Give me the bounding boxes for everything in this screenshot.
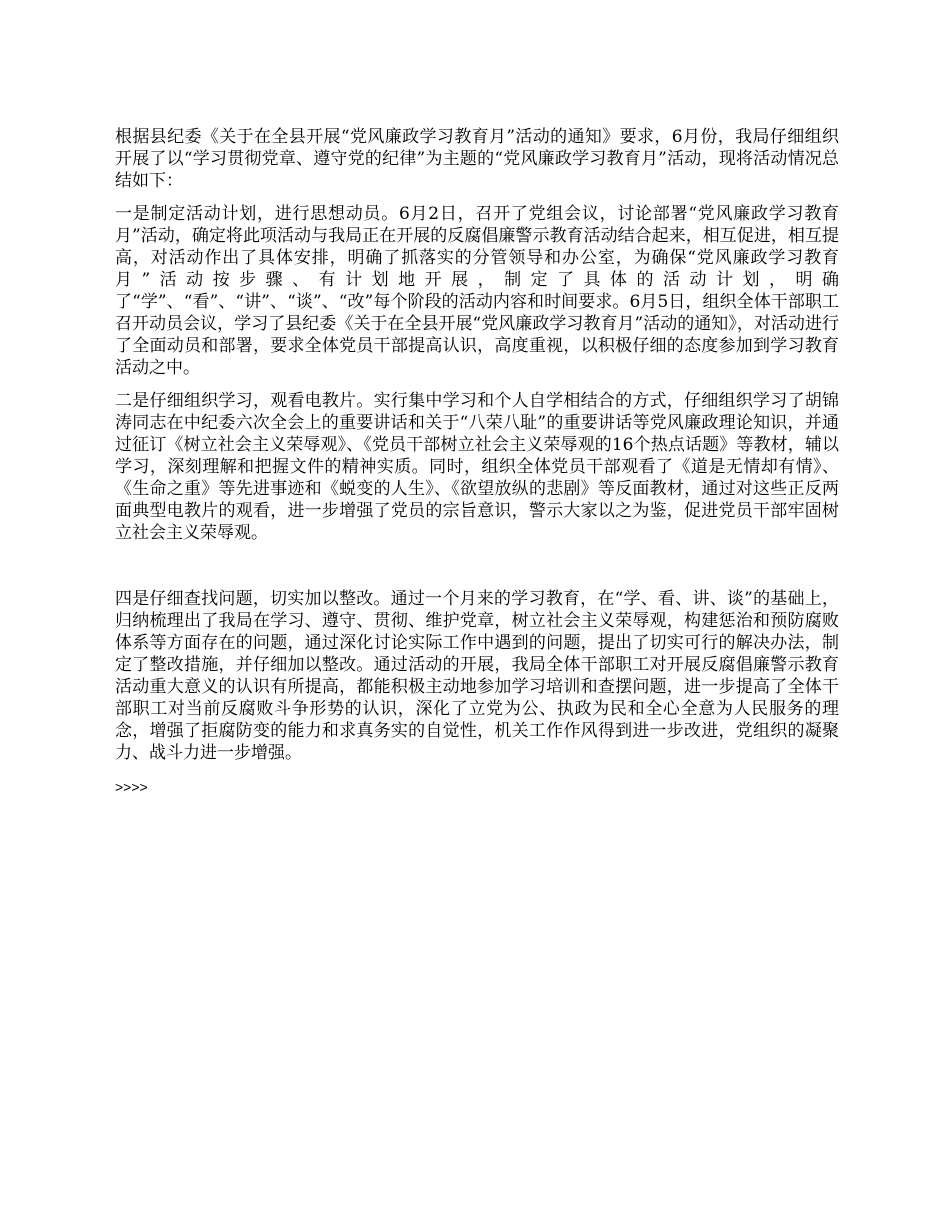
more-link[interactable]: >>>> <box>115 779 148 795</box>
paragraph-rectify: 四是仔细查找问题，切实加以整改。通过一个月来的学习教育，在“学、看、讲、谈”的基础上，归纳梳理出了我局在学习、遵守、贯彻、维护党章，树立社会主义荣辱观，构建惩治和预防腐败体系等方面存在的问题，通过深化讨论实际工作中遇到的问题，提出了切实可行的解决办法，制定了整改措施，并仔细加以整改。通过活动的开展，我局全体干部职工对开展反腐倡廉警示教育活动重大意义的认识有所提高，都能积极主动地参加学习培训和查摆问题，进一步提高了全体干部职工对当前反腐败斗争形势的认识，深化了立党为公、执政为民和全心全意为人民服务的理念，增强了拒腐防变的能力和求真务实的自觉性，机关工作作风得到进一步改进，党组织的凝聚力、战斗力进一步增强。 <box>115 589 839 763</box>
paragraph-plan: 一是制定活动计划，进行思想动员。6月2日，召开了党组会议，讨论部署“党风廉政学习教育月”活动，确定将此项活动与我局正在开展的反腐倡廉警示教育活动结合起来，相互促进，相互提高，对活动作出了具体安排，明确了抓落实的分管领导和办公室，为确保“党风廉政学习教育月”活动按步骤、有计划地开展，制定了具体的活动计划，明确了“学”、“看”、“讲”、“谈”、“改”每个阶段的活动内容和时间要求。6月5日，组织全体干部职工召开动员会议，学习了县纪委《关于在全县开展“党风廉政学习教育月”活动的通知》，对活动进行了全面动员和部署，要求全体党员干部提高认识，高度重视，以积极仔细的态度参加到学习教育活动之中。 <box>115 204 839 378</box>
paragraph-intro: 根据县纪委《关于在全县开展“党风廉政学习教育月”活动的通知》要求，6月份，我局仔细组织开展了以“学习贯彻党章、遵守党的纪律”为主题的“党风廉政学习教育月”活动，现将活动情况总结如下： <box>115 127 839 191</box>
document-body <box>115 126 839 798</box>
paragraph-gap <box>115 555 839 588</box>
paragraph-study: 二是仔细组织学习，观看电教片。实行集中学习和个人自学相结合的方式，仔细组织学习了胡锦涛同志在中纪委六次全会上的重要讲话和关于“八荣八耻”的重要讲话等党风廉政理论知识，并通过征订《树立社会主义荣辱观》、《党员干部树立社会主义荣辱观的16个热点话题》等教材，辅以学习，深刻理解和把握文件的精神实质。同时，组织全体党员干部观看了《道是无情却有情》、《生命之重》等先进事迹和《蜕变的人生》、《欲望放纵的悲剧》等反面教材，通过对这些正反两面典型电教片的观看，进一步增强了党员的宗旨意识，警示大家以之为鉴，促进党员干部牢固树立社会主义荣辱观。 <box>115 391 839 543</box>
